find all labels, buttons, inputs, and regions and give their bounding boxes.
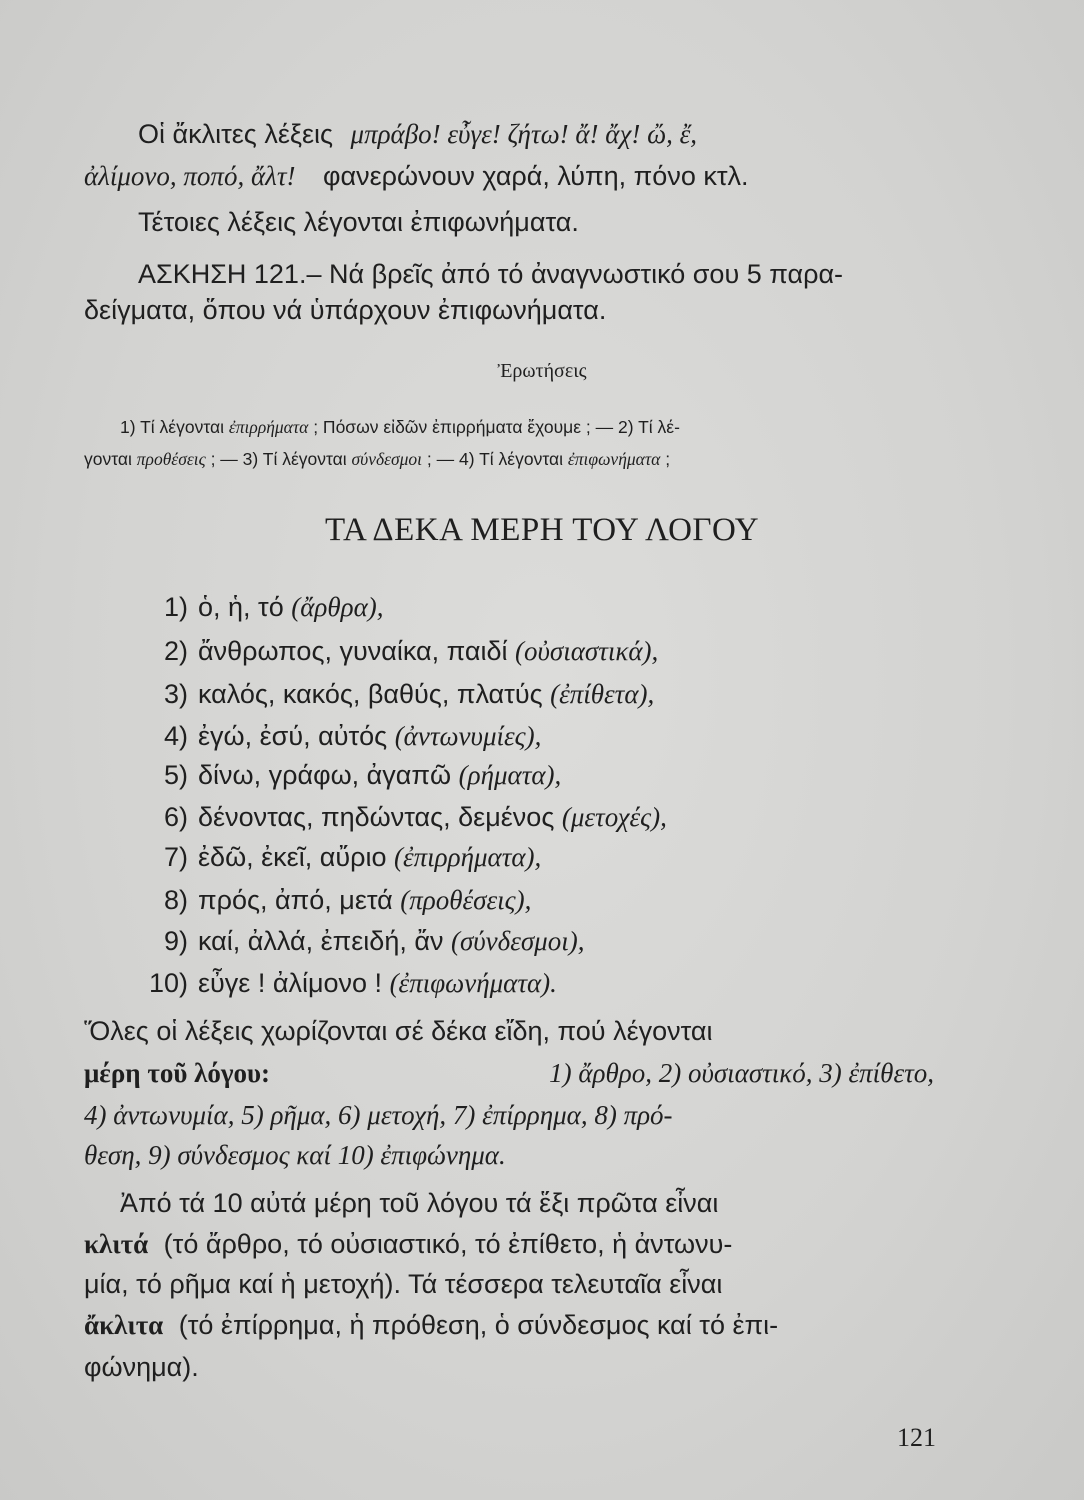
- final-line-1: Ἀπό τά 10 αὐτά μέρη τοῦ λόγου τά ἕξι πρῶτα εἶναι: [120, 1188, 719, 1218]
- summary-line-1: Ὅλες οἱ λέξεις χωρίζονται σέ δέκα εἴδη, πού λέγονται: [84, 1016, 713, 1046]
- final-line-3: μία, τό ρῆμα καί ἡ μετοχή). Τά τέσσερα τελευταῖα εἶναι: [84, 1269, 723, 1299]
- questions-line-2: γονται προθέσεις ; — 3) Τί λέγονται σύνδεσμοι ; — 4) Τί λέγονται ἐπιφωνήματα ;: [84, 449, 671, 469]
- list-item: 1) ὁ, ἡ, τό (ἄρθρα),: [163, 592, 384, 622]
- summary-line-2: μέρη τοῦ λόγου: 1) ἄρθρο, 2) οὐσιαστικό, 3) ἐπίθετο,: [84, 1058, 934, 1088]
- intro-text: Οἱ ἄκλιτες λέξεις: [138, 119, 333, 149]
- final-line-5: φώνημα).: [84, 1352, 199, 1382]
- exercise-line-1: ΑΣΚΗΣΗ 121.– Νά βρεῖς ἀπό τό ἀναγνωστικό σου 5 παρα-: [138, 259, 844, 289]
- final-line-2: κλιτά (τό ἄρθρο, τό οὐσιαστικό, τό ἐπίθετο, ἡ ἀντωνυ-: [84, 1229, 733, 1259]
- questions-line-1: 1) Τί λέγονται ἐπιρρήματα ; Πόσων εἰδῶν ἐπιρρήματα ἔχουμε ; — 2) Τί λέ-: [120, 417, 680, 437]
- list-item: 10) εὖγε ! ἀλίμονο ! (ἐπιφωνήματα).: [148, 968, 557, 998]
- page-number: 121: [897, 1423, 936, 1452]
- list-item: 5) δίνω, γράφω, ἀγαπῶ (ρήματα),: [163, 760, 562, 790]
- section-title: ΤΑ ΔΕΚΑ ΜΕΡΗ ΤΟΥ ΛΟΓΟΥ: [324, 512, 760, 548]
- intro-text-cont: φανερώνουν χαρά, λύπη, πόνο κτλ.: [323, 161, 749, 191]
- parts-of-speech-term: μέρη τοῦ λόγου:: [84, 1058, 270, 1088]
- final-line-4: ἄκλιτα (τό ἐπίρρημα, ἡ πρόθεση, ὁ σύνδεσμος καί τό ἐπι-: [84, 1310, 779, 1340]
- intro-line-3: Τέτοιες λέξεις λέγονται ἐπιφωνήματα.: [138, 207, 579, 237]
- questions-title: Ἐρωτήσεις: [497, 360, 587, 382]
- intro-line-2: [84, 159, 749, 193]
- intro-line-1: [138, 117, 697, 151]
- list-item: 4) ἐγώ, ἐσύ, αὐτός (ἀντωνυμίες),: [163, 721, 542, 751]
- exercise-line-2: δείγματα, ὅπου νά ὑπάρχουν ἐπιφωνήματα.: [84, 295, 607, 325]
- summary-line-3: 4) ἀντωνυμία, 5) ρῆμα, 6) μετοχή, 7) ἐπίρρημα, 8) πρό-: [84, 1100, 673, 1130]
- list-item: 7) ἐδῶ, ἐκεῖ, αὔριο (ἐπιρρήματα),: [163, 842, 542, 872]
- list-item: 2) ἄνθρωπος, γυναίκα, παιδί (οὐσιαστικά),: [163, 636, 659, 666]
- inflected-term: κλιτά: [84, 1229, 149, 1259]
- summary-line-4: θεση, 9) σύνδεσμος καί 10) ἐπιφώνημα.: [84, 1140, 506, 1170]
- intro-examples: μπράβο! εὖγε! ζήτω! ἄ! ἄχ! ὤ, ἔ,: [350, 119, 698, 149]
- list-item: 3) καλός, κακός, βαθύς, πλατύς (ἐπίθετα),: [163, 679, 655, 709]
- list-item: 9) καί, ἀλλά, ἐπειδή, ἄν (σύνδεσμοι),: [163, 926, 585, 956]
- list-item: 8) πρός, ἀπό, μετά (προθέσεις),: [163, 885, 532, 915]
- list-item: 6) δένοντας, πηδώντας, δεμένος (μετοχές),: [163, 802, 667, 832]
- uninflected-term: ἄκλιτα: [84, 1310, 164, 1340]
- intro-examples-cont: ἀλίμονο, ποπό, ἄλτ!: [84, 161, 296, 191]
